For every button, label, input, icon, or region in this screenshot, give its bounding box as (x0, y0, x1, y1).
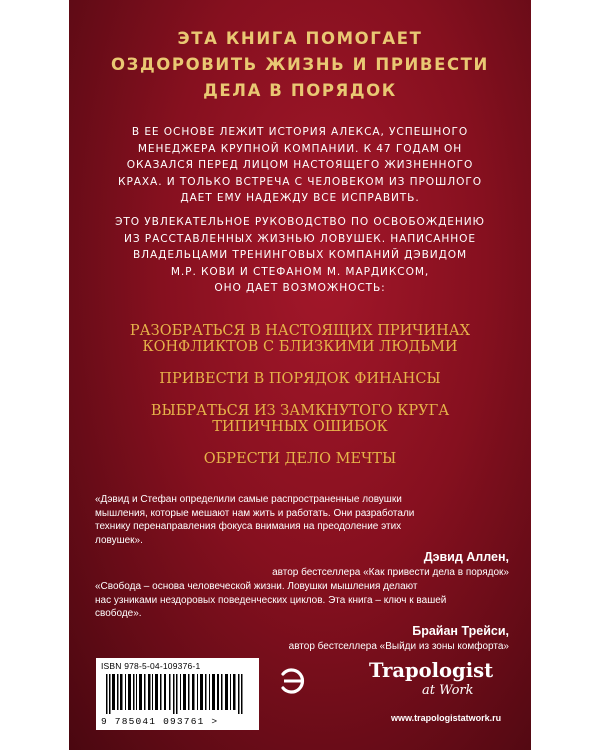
headline-line: ДЕЛА В ПОРЯДОК (203, 81, 397, 100)
guide-line: М.Р. КОВИ И СТЕФАНОМ М. МАРДИКСОМ, (170, 265, 430, 278)
quote-tracy (95, 580, 509, 653)
intro-line: В ЕЕ ОСНОВЕ ЛЕЖИТ ИСТОРИЯ АЛЕКСА, УСПЕШНОГО (131, 126, 469, 138)
benefit-line: ВЫБРАТЬСЯ ИЗ ЗАМКНУТОГО КРУГА (150, 403, 450, 419)
quote-line: нас узниками нездоровых поведенческих циклов. Эта книга – ключ к вашей (95, 594, 447, 606)
quote-text (95, 580, 509, 621)
quote-allen (95, 493, 509, 579)
quote-author: Дэвид Аллен, (423, 550, 509, 564)
intro-line: ОКАЗАЛСЯ ПЕРЕД ЛИЦОМ НАСТОЯЩЕГО ЖИЗНЕННОГО (126, 159, 474, 171)
quote-source: автор бестселлера «Как привести дела в порядок» (272, 567, 509, 578)
barcode-number: 9 785041 093761 > (101, 716, 219, 727)
benefit-line: ТИПИЧНЫХ ОШИБОК (212, 419, 388, 435)
quote-line: свободе». (95, 608, 142, 619)
headline-line: ЭТА КНИГА ПОМОГАЕТ (177, 29, 423, 48)
guide-paragraph (69, 214, 531, 297)
publisher-brand-sub: at Work (422, 683, 474, 698)
publisher-brand: Trapologist (369, 659, 494, 682)
benefit-item (69, 371, 531, 387)
barcode-bars (102, 674, 252, 714)
book-back-cover (69, 0, 531, 750)
quote-author: Брайан Трейси, (412, 623, 509, 638)
quote-line: технику перенаправления фокуса внимания на преодоление этих (95, 521, 402, 532)
publisher-website: www.trapologistatwork.ru (391, 713, 502, 723)
benefits-list (69, 323, 531, 483)
intro-line: ДАЕТ ЕМУ НАДЕЖДУ ВСЕ ИСПРАВИТЬ. (180, 192, 420, 204)
benefit-item (69, 451, 531, 467)
guide-line: ВЛАДЕЛЬЦАМИ ТРЕНИНГОВЫХ КОМПАНИЙ ДЭВИДОМ (132, 249, 468, 261)
guide-line: ИЗ РАССТАВЛЕННЫХ ЖИЗНЬЮ ЛОВУШЕК. НАПИСАННОЕ (124, 232, 476, 245)
isbn-label: ISBN 978-5-04-109376-1 (101, 661, 201, 671)
benefit-item (69, 403, 531, 435)
guide-line: ЭТО УВЛЕКАТЕЛЬНОЕ РУКОВОДСТВО ПО ОСВОБОЖДЕНИЮ (115, 216, 485, 228)
headline-line: ОЗДОРОВИТЬ ЖИЗНЬ И ПРИВЕСТИ (111, 55, 489, 74)
quote-source: автор бестселлера «Выйди из зоны комфорта» (288, 640, 509, 652)
intro-line: КРАХА. И ТОЛЬКО ВСТРЕЧА С ЧЕЛОВЕКОМ ИЗ ПРОШЛОГО (118, 175, 482, 188)
benefit-line: РАЗОБРАТЬСЯ В НАСТОЯЩИХ ПРИЧИНАХ (129, 323, 471, 339)
guide-line: ОНО ДАЕТ ВОЗМОЖНОСТЬ: (214, 282, 386, 294)
quote-text (95, 493, 509, 547)
benefit-item (69, 323, 531, 355)
benefit-line: ПРИВЕСТИ В ПОРЯДОК ФИНАНСЫ (159, 371, 441, 387)
benefit-line: КОНФЛИКТОВ С БЛИЗКИМИ ЛЮДЬМИ (142, 339, 458, 355)
barcode-block (96, 658, 259, 730)
headline (69, 26, 531, 104)
quote-line: «Дэвид и Стефан определили самые распространенные ловушки (95, 494, 402, 505)
eksmo-e-icon (275, 665, 307, 697)
quote-line: ловушек». (95, 534, 143, 546)
intro-paragraph (69, 124, 531, 207)
benefit-line: ОБРЕСТИ ДЕЛО МЕЧТЫ (203, 451, 397, 467)
quote-line: «Свобода – основа человеческой жизни. Ловушки мышления делают (95, 581, 418, 592)
quote-line: мышления, которые мешают нам жить и работать. Они разработали (95, 507, 415, 519)
intro-line: МЕНЕДЖЕРА КРУПНОЙ КОМПАНИИ. К 47 ГОДАМ ОН (137, 142, 463, 155)
